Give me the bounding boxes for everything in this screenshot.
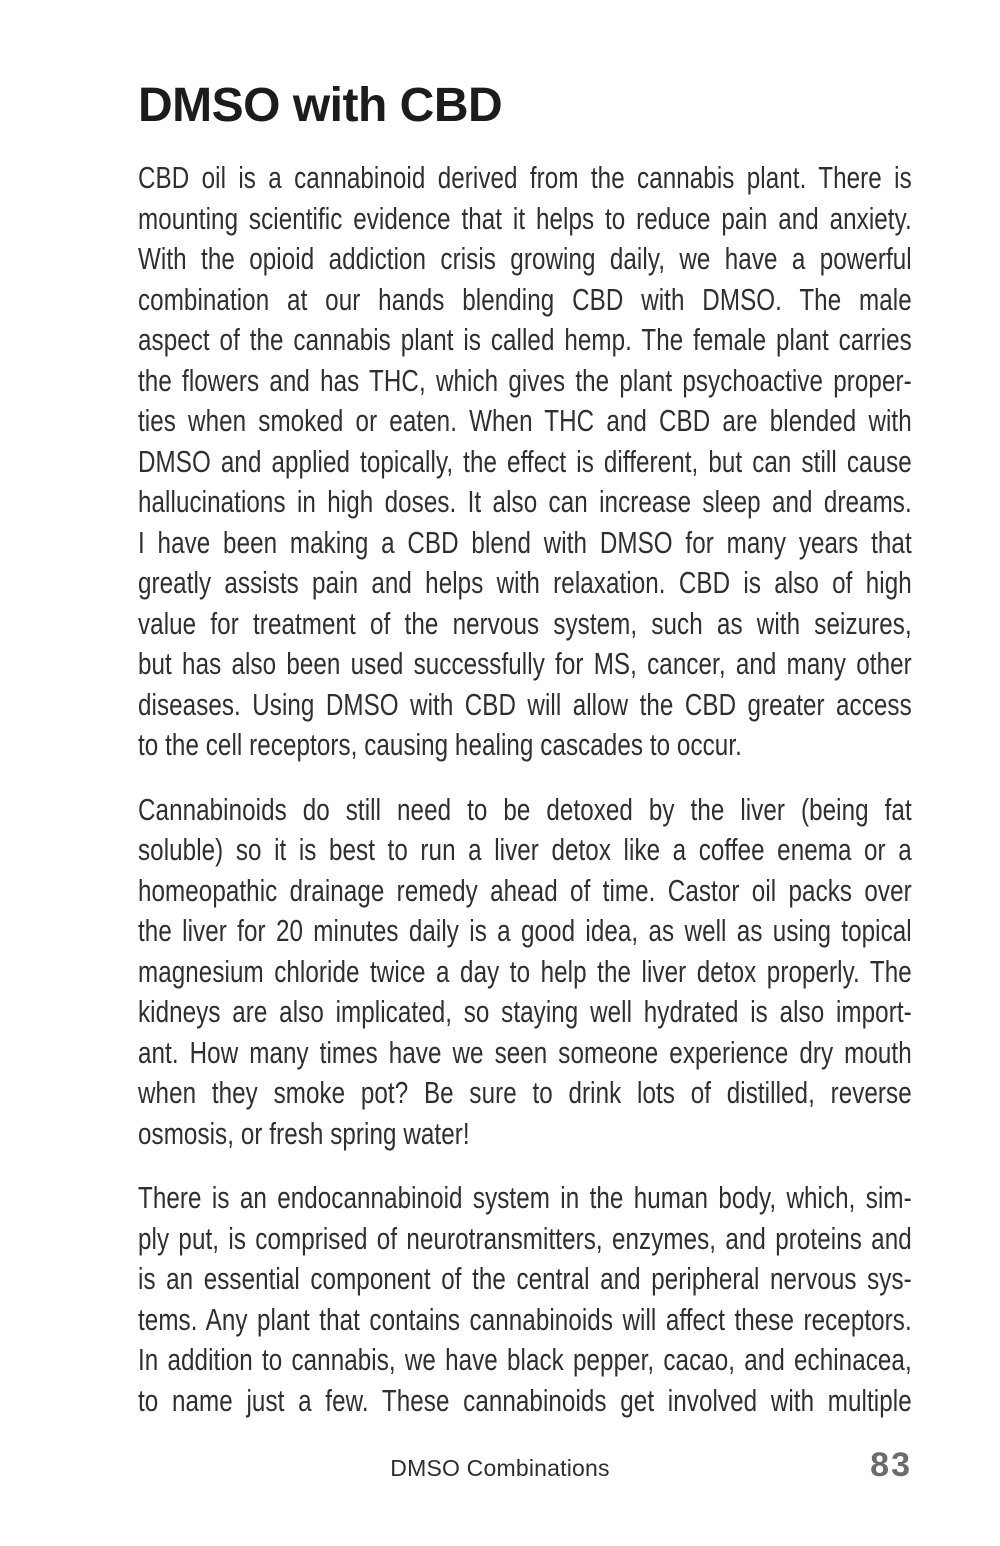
text-line: the liver for 20 minutes daily is a good idea, as well as using topical bbox=[138, 913, 912, 948]
text-line: ties when smoked or eaten. When THC and CBD are blended with bbox=[138, 403, 912, 438]
text-line: value for treatment of the nervous system, such as with seizures, bbox=[138, 605, 912, 641]
text-line: ant. How many times have we seen someone experience dry mouth bbox=[138, 1034, 912, 1070]
text-line: when they smoke pot? Be sure to drink lots of distilled, reverse bbox=[138, 1075, 912, 1110]
text-line: osmosis, or fresh spring water! bbox=[138, 1115, 470, 1151]
text-line: DMSO and applied topically, the effect is different, but can still cause bbox=[138, 443, 912, 479]
text-line: diseases. Using DMSO with CBD will allow the CBD greater access bbox=[138, 686, 912, 722]
paragraph-endocannabinoid bbox=[138, 1178, 912, 1421]
text-line: I have been making a CBD blend with DMSO for many years that bbox=[138, 524, 912, 560]
page-content bbox=[138, 80, 912, 1421]
text-line: kidneys are also implicated, so staying well hydrated is also import- bbox=[138, 994, 912, 1029]
text-line: CBD oil is a cannabinoid derived from the cannabis plant. There is bbox=[138, 160, 912, 195]
text-line: tems. Any plant that contains cannabinoids will affect these receptors. bbox=[138, 1301, 912, 1337]
text-line: In addition to cannabis, we have black pepper, cacao, and echinacea, bbox=[138, 1342, 912, 1377]
text-line: ply put, is comprised of neurotransmitters, enzymes, and proteins and bbox=[138, 1220, 912, 1256]
text-line: soluble) so it is best to run a liver detox like a coffee enema or a bbox=[138, 832, 912, 867]
text-line: mounting scientific evidence that it helps to reduce pain and anxiety. bbox=[138, 200, 912, 236]
footer-section-title: DMSO Combinations bbox=[390, 1455, 610, 1481]
page-number: 83 bbox=[870, 1446, 912, 1484]
text-line: combination at our hands blending CBD with DMSO. The male bbox=[138, 281, 912, 317]
paragraph-detox bbox=[138, 790, 912, 1155]
text-line: Cannabinoids do still need to be detoxed by the liver (being fat bbox=[138, 791, 912, 827]
text-line: aspect of the cannabis plant is called hemp. The female plant carries bbox=[138, 322, 912, 357]
text-line: greatly assists pain and helps with relaxation. CBD is also of high bbox=[138, 565, 912, 600]
text-line: to name just a few. These cannabinoids get involved with multiple bbox=[138, 1382, 912, 1418]
text-line: With the opioid addiction crisis growing daily, we have a powerful bbox=[138, 241, 912, 276]
text-line: hallucinations in high doses. It also can increase sleep and dreams. bbox=[138, 484, 912, 519]
text-line: but has also been used successfully for MS, cancer, and many other bbox=[138, 646, 912, 681]
text-line: magnesium chloride twice a day to help the liver detox properly. The bbox=[138, 953, 912, 989]
paragraph-intro bbox=[138, 158, 912, 766]
body-text bbox=[138, 158, 912, 1421]
text-line: the flowers and has THC, which gives the plant psychoactive proper- bbox=[138, 362, 912, 398]
text-line: There is an endocannabinoid system in the human body, which, sim- bbox=[138, 1180, 912, 1215]
text-line: homeopathic drainage remedy ahead of time. Castor oil packs over bbox=[138, 872, 912, 908]
text-line: to the cell receptors, causing healing cascades to occur. bbox=[138, 727, 742, 762]
text-line: is an essential component of the central and peripheral nervous sys- bbox=[138, 1261, 912, 1296]
page-title: DMSO with CBD bbox=[138, 79, 503, 132]
